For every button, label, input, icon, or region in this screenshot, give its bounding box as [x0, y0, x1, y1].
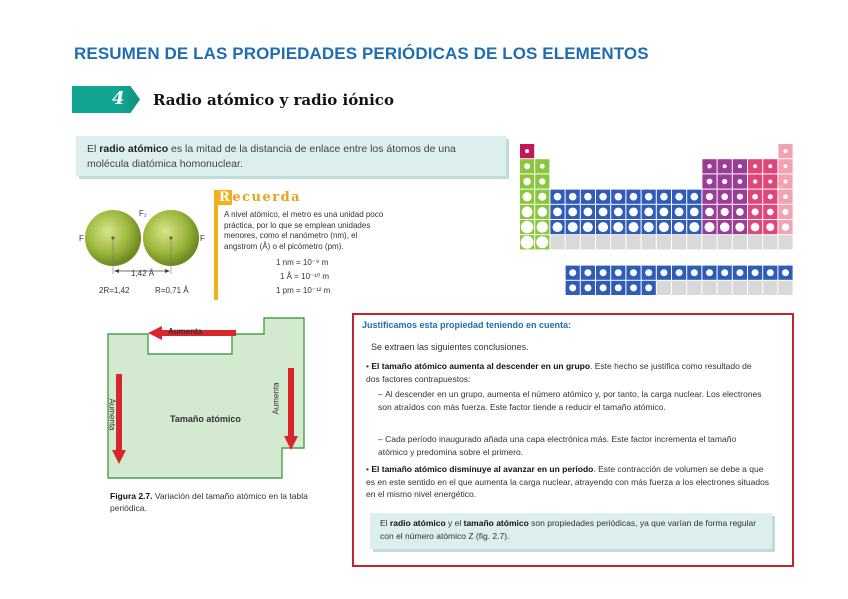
cell-d	[626, 235, 640, 249]
atom-size-dot	[782, 209, 788, 215]
atom-size-dot	[782, 269, 789, 276]
recuerda-heading: Recuerda	[219, 190, 302, 205]
cell-p	[763, 235, 777, 249]
atom-size-dot	[737, 194, 743, 200]
atom-size-dot	[614, 208, 623, 217]
atom-size-dot	[568, 222, 578, 232]
atom-size-dot	[784, 149, 788, 153]
recuerda-bar	[214, 190, 218, 300]
justify-title: Justificamos esta propiedad teniendo en cuenta:	[362, 320, 572, 330]
atom-size-dot	[583, 222, 593, 232]
recuerda-eq-pm: 1 pm = 10⁻¹² m	[276, 286, 331, 295]
atom-size-dot	[767, 269, 774, 276]
cell-f	[733, 281, 747, 295]
atom-size-dot	[706, 269, 713, 276]
atom-size-dot	[569, 193, 577, 201]
atom-size-dot	[525, 149, 529, 153]
atom-size-dot	[784, 164, 788, 168]
sub-bullet-2: – Cada período inaugurado añada una capa electrónica más. Este factor incrementa el tamaño atómico y predomina sobre el primero.	[378, 434, 737, 457]
cell-p	[718, 235, 732, 249]
atom-size-dot	[753, 179, 757, 183]
atom-size-dot	[630, 284, 637, 291]
atom-size-dot	[599, 193, 607, 201]
cell-d	[566, 235, 580, 249]
atom-size-dot	[660, 208, 669, 217]
molecule-radius: R=0,71 Å	[155, 286, 189, 295]
atom-size-dot	[584, 208, 593, 217]
cell-d	[657, 235, 671, 249]
atom-size-dot	[784, 180, 788, 184]
atom-size-dot	[599, 208, 608, 217]
atom-size-dot	[721, 193, 728, 200]
atom-size-dot	[705, 222, 715, 232]
cell-d	[642, 235, 656, 249]
atom-size-dot	[568, 208, 577, 217]
atom-size-dot	[540, 164, 545, 169]
cell-p	[748, 235, 762, 249]
atom-size-dot	[630, 269, 637, 276]
atom-size-dot	[553, 208, 562, 217]
atom-size-dot	[691, 269, 698, 276]
cell-f	[657, 281, 671, 295]
atom-size-dot	[613, 222, 623, 232]
atom-size-dot	[584, 269, 591, 276]
atom-size-dot	[569, 269, 576, 276]
atom-size-dot	[736, 208, 744, 216]
atom-size-dot	[600, 284, 607, 291]
atom-size-dot	[738, 164, 742, 168]
atom-size-dot	[722, 179, 727, 184]
atom-size-dot	[675, 208, 684, 217]
atom-size-dot	[752, 194, 758, 200]
atom-size-dot	[766, 223, 774, 231]
sub-bullet-1: – Al descender en un grupo, aumenta el número atómico y, por tanto, la carga nuclear. Los electrones son atraídos con más fuerza. Este factor tiende a reducir el tamaño atómico.	[378, 389, 762, 412]
section-title: Radio atómico y radio iónico	[153, 91, 394, 109]
atom-size-dot	[736, 269, 743, 276]
atom-size-dot	[598, 222, 608, 232]
arrow-left-label: Aumenta	[107, 398, 117, 431]
conclusions-intro: Se extraen las siguientes conclusiones.	[371, 342, 529, 352]
atom-size-dot	[660, 269, 667, 276]
atom-size-dot	[553, 222, 563, 232]
atom-size-dot	[524, 163, 530, 169]
atom-size-dot	[721, 269, 728, 276]
atom-size-dot	[735, 223, 744, 232]
atom-size-dot	[521, 236, 534, 249]
atom-size-dot	[615, 193, 623, 201]
section-number: 4	[112, 88, 125, 109]
atom-size-dot	[720, 222, 730, 232]
cell-f	[763, 281, 777, 295]
atom-size-dot	[753, 164, 757, 168]
cell-f	[718, 281, 732, 295]
atom-size-dot	[615, 269, 622, 276]
atom-size-dot	[538, 207, 548, 217]
atom-size-dot	[645, 269, 652, 276]
summary-text: El radio atómico y el tamaño atómico son propiedades periódicas, ya que varían de forma regular con el número atómico Z (fig. 2.7).	[380, 518, 757, 541]
recuerda-eq-nm: 1 nm = 10⁻⁹ m	[276, 258, 329, 267]
atom-size-dot	[751, 223, 760, 232]
atom-size-dot	[690, 208, 699, 217]
diagram-center-label: Tamaño atómico	[170, 414, 241, 424]
atom-size-dot	[522, 207, 533, 218]
bullet-2: • El tamaño atómico disminuye al avanzar en un período. Este contracción de volumen se debe a que es en este sentido en el que aumenta la carga nuclear, atrayendo con más fuerza a los electrones situados en el mismo nivel energético.	[366, 464, 770, 499]
atom-size-dot	[707, 179, 713, 185]
cell-f	[702, 281, 716, 295]
atom-size-dot	[752, 208, 759, 215]
cell-d	[550, 235, 564, 249]
recuerda-text: A nivel atómico, el metro es una unidad poco práctica, por lo que se emplean unidades menores, como el nanómetro (nm), el angstrom (Å) o el picómetro (pm).	[224, 210, 384, 251]
cell-f	[778, 281, 792, 295]
molecule-distance: 1,42 Å	[131, 269, 155, 278]
molecule-label-f-right: F	[200, 234, 205, 243]
page-title: RESUMEN DE LAS PROPIEDADES PERIÓDICAS DE LOS ELEMENTOS	[74, 44, 649, 63]
atom-size-dot	[659, 222, 669, 232]
atom-size-dot	[537, 222, 548, 233]
atom-size-dot	[768, 164, 772, 168]
cell-d	[672, 235, 686, 249]
atom-size-dot	[644, 208, 653, 217]
cell-p	[733, 235, 747, 249]
definition-text: El radio atómico es la mitad de la distancia de enlace entre los átomos de una molécula diatómica homonuclear.	[87, 143, 456, 170]
cell-f	[672, 281, 686, 295]
atom-size-dot	[691, 193, 699, 201]
atom-size-dot	[752, 269, 759, 276]
atom-size-dot	[768, 194, 773, 199]
atom-size-dot	[523, 178, 531, 186]
atom-size-dot	[767, 209, 774, 216]
atom-size-dot	[706, 193, 713, 200]
atom-size-dot	[723, 164, 727, 168]
atom-size-dot	[689, 222, 699, 232]
periodic-table-illustration	[516, 136, 808, 302]
atom-size-dot	[569, 284, 576, 291]
atom-size-dot	[600, 269, 607, 276]
atom-size-dot	[707, 164, 711, 168]
atom-size-dot	[675, 193, 683, 201]
atom-size-dot	[554, 193, 562, 201]
atom-size-dot	[738, 179, 743, 184]
cell-p	[778, 235, 792, 249]
figure-caption: Figura 2.7. Variación del tamaño atómico en la tabla periódica.	[110, 491, 308, 513]
atom-size-dot	[584, 284, 591, 291]
cell-d	[596, 235, 610, 249]
atom-size-dot	[521, 221, 533, 233]
arrow-top-label: Aumenta	[168, 327, 203, 336]
molecule-label-f-left: F	[79, 234, 84, 243]
atom-size-dot	[629, 208, 638, 217]
atom-size-dot	[768, 180, 772, 184]
cell-f	[748, 281, 762, 295]
atom-size-dot	[538, 193, 546, 201]
atom-size-dot	[783, 194, 788, 199]
atom-size-dot	[645, 284, 652, 291]
atom-size-dot	[536, 236, 548, 248]
cell-d	[687, 235, 701, 249]
atom-size-dot	[660, 193, 668, 201]
cell-f	[687, 281, 701, 295]
arrow-right-label: Aumenta	[271, 382, 281, 415]
atom-size-dot	[674, 222, 684, 232]
cell-d	[611, 235, 625, 249]
atom-size-dot	[782, 223, 790, 231]
atom-size-dot	[676, 269, 683, 276]
bullet-1: • El tamaño atómico aumenta al descender en un grupo. Este hecho se justifica como resultado de dos factores contrapuestos:	[366, 361, 752, 384]
recuerda-eq-angstrom: 1 Å = 10⁻¹⁰ m	[280, 272, 330, 281]
section-number-band	[72, 86, 140, 113]
cell-d	[581, 235, 595, 249]
atom-size-dot	[644, 222, 654, 232]
atom-size-dot	[630, 193, 638, 201]
atom-size-dot	[615, 284, 622, 291]
atom-size-dot	[539, 178, 545, 184]
atom-size-dot	[721, 208, 729, 216]
atom-size-dot	[584, 193, 592, 201]
cell-p	[702, 235, 716, 249]
atom-size-dot	[645, 193, 653, 201]
molecule-diameter: 2R=1,42	[99, 286, 130, 295]
atom-size-dot	[705, 208, 714, 217]
atom-size-dot	[523, 192, 532, 201]
atom-size-dot	[629, 222, 639, 232]
molecule-label-f2: F₂	[139, 209, 147, 218]
definition-term: radio atómico	[99, 143, 169, 155]
